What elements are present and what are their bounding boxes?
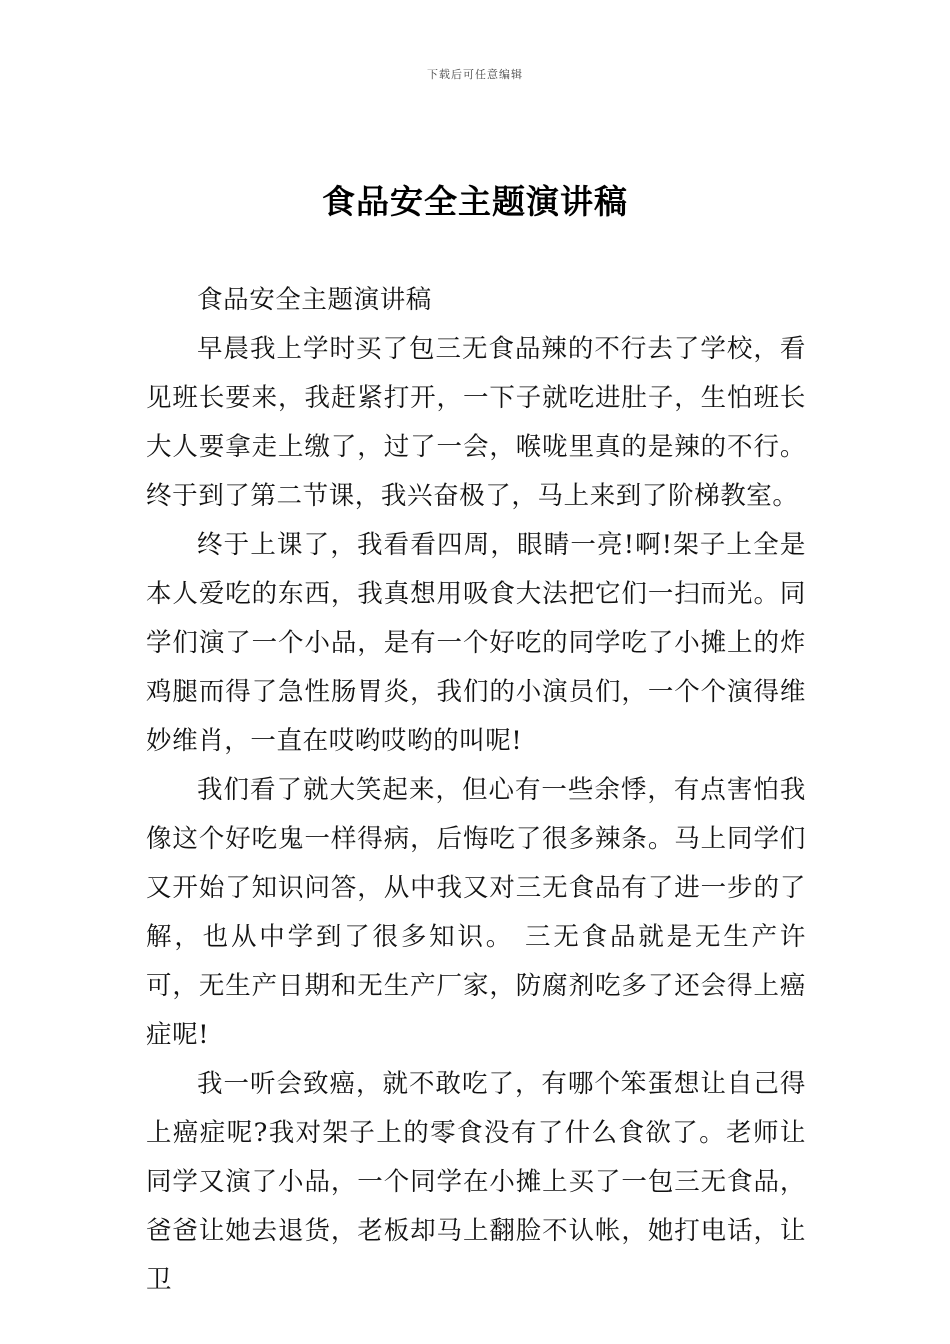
document-body [146,276,806,1305]
paragraph: 我们看了就大笑起来，但心有一些余悸，有点害怕我像这个好吃鬼一样得病，后悔吃了很多辣条。马上同学们又开始了知识问答，从中我又对三无食品有了进一步的了解，也从中学到了很多知识。 三无食品就是无生产许可，无生产日期和无生产厂家，防腐剂吃多了还会得上癌症呢! [146,775,806,1050]
paragraph: 终于上课了，我看看四周，眼睛一亮!啊!架子上全是本人爱吃的东西，我真想用吸食大法把它们一扫而光。同学们演了一个小品，是有一个好吃的同学吃了小摊上的炸鸡腿而得了急性肠胃炎，我们的小演员们，一个个演得维妙维肖，一直在哎哟哎哟的叫呢! [146,530,806,756]
paragraph: 早晨我上学时买了包三无食品辣的不行去了学校，看见班长要来，我赶紧打开，一下子就吃进肚子，生怕班长大人要拿走上缴了，过了一会，喉咙里真的是辣的不行。终于到了第二节课，我兴奋极了，马上来到了阶梯教室。 [146,334,806,511]
paragraph-subtitle: 食品安全主题演讲稿 [197,285,432,315]
paragraph: 我一听会致癌，就不敢吃了，有哪个笨蛋想让自己得上癌症呢?我对架子上的零食没有了什么食欲了。老师让同学又演了小品，一个同学在小摊上买了一包三无食品，爸爸让她去退货，老板却马上翻脸不认帐，她打电话，让卫 [146,1069,806,1295]
document-title: 食品安全主题演讲稿 [322,182,628,221]
header-note: 下载后可任意编辑 [427,68,523,81]
